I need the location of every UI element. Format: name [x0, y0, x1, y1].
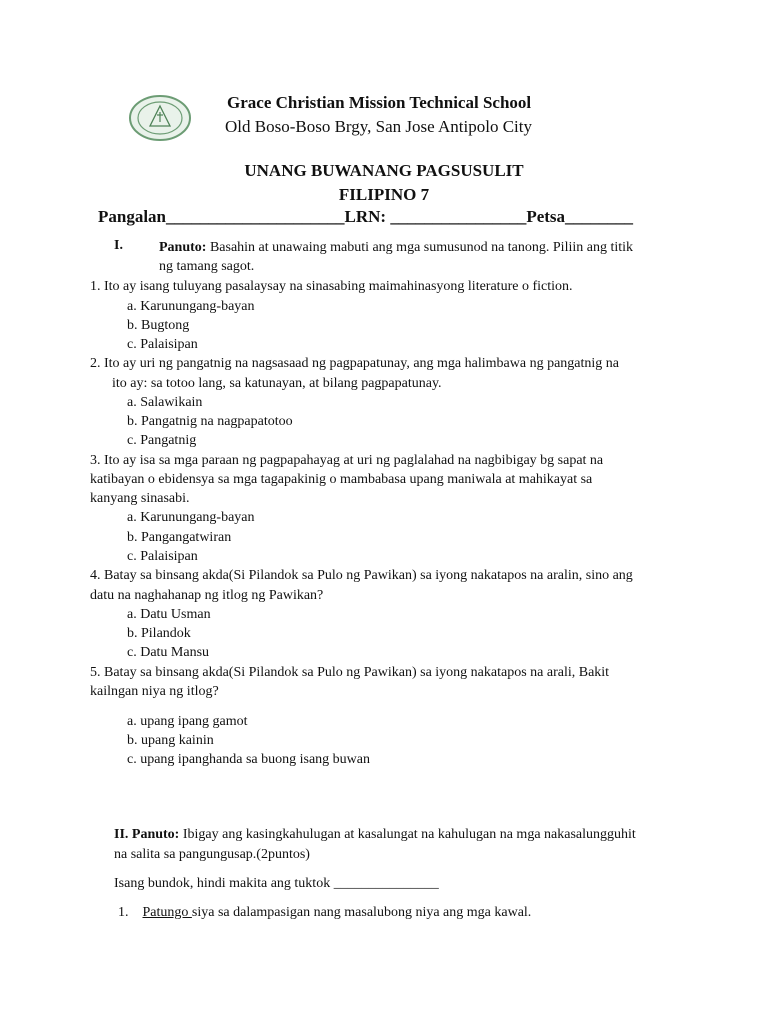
part2-instructions: [114, 825, 694, 865]
question-1-option-b: b. Bugtong: [127, 318, 190, 333]
part1-label: Panuto:: [159, 240, 207, 255]
question-2: 2. Ito ay uri ng pangatnig na nagsasaad ng pagpapatunay, ang mga halimbawa ng pangatnig na: [90, 356, 619, 371]
question-4-line-2: datu na naghahanap ng itlog ng Pawikan?: [90, 588, 324, 603]
question-5-option-c: c. upang ipanghanda sa buong isang buwan: [127, 752, 370, 767]
part2-instruction-text-2: na salita sa pangungusap.(2puntos): [114, 847, 310, 862]
question-3-option-b: b. Pangangatwiran: [127, 530, 232, 545]
question-2-option-b: b. Pangatnig na nagpapatotoo: [127, 414, 293, 429]
question-3-option-c: c. Palaisipan: [127, 549, 198, 564]
part2-item-1-number: 1.: [118, 905, 129, 920]
part1-numeral: I.: [114, 238, 123, 253]
part1-instruction-text-2: ng tamang sagot.: [159, 259, 255, 274]
question-4-option-b: b. Pilandok: [127, 626, 191, 641]
school-name: Grace Christian Mission Technical School: [227, 93, 532, 112]
question-5: 5. Batay sa binsang akda(Si Pilandok sa Pulo ng Pawikan) sa iyong nakatapos na arali, Bakit: [90, 665, 610, 680]
student-info-line: Pangalan_____________________LRN: ________________Petsa________: [98, 207, 634, 226]
school-address: Old Boso-Boso Brgy, San Jose Antipolo City: [225, 117, 532, 136]
question-5-line-2: kailngan niya ng itlog?: [90, 684, 219, 699]
question-2-option-c: c. Pangatnig: [127, 433, 197, 448]
question-3-line-2: katibayan o ebidensya sa mga tagapakinig o mambabasa upang maniwala at mahikayat sa: [90, 472, 593, 487]
part2-label: II. Panuto:: [114, 827, 180, 842]
part2-item-1-text: siya sa dalampasigan nang masalubong niya ang mga kawal.: [191, 905, 532, 920]
question-1-option-c: c. Palaisipan: [127, 337, 198, 352]
part2-instruction-text: Ibigay ang kasingkahulugan at kasalungat na kahulugan na mga nakasalungguhit: [179, 827, 636, 842]
question-5-option-a: a. upang ipang gamot: [127, 714, 248, 729]
part1-instructions: [159, 238, 679, 276]
school-seal-icon: [128, 94, 192, 142]
part2-item-1: [118, 905, 531, 921]
question-3: 3. Ito ay isa sa mga paraan ng pagpapahayag at uri ng paglalahad na nagbibigay bg sapat na: [90, 453, 604, 468]
question-2-line-2: ito ay: sa totoo lang, sa katunayan, at bilang pagpapatunay.: [112, 376, 442, 391]
underlined-word: Patungo: [142, 905, 192, 920]
question-3-line-3: kanyang sinasabi.: [90, 491, 190, 506]
part1-instruction-text: Basahin at unawaing mabuti ang mga sumusunod na tanong. Piliin ang titik: [206, 240, 634, 255]
question-5-option-b: b. upang kainin: [127, 733, 214, 748]
question-4-option-c: c. Datu Mansu: [127, 645, 210, 660]
question-4: 4. Batay sa binsang akda(Si Pilandok sa Pulo ng Pawikan) sa iyong nakatapos na aralin, sino ang: [90, 568, 633, 583]
exam-subject: FILIPINO 7: [338, 185, 430, 204]
question-1-option-a: a. Karunungang-bayan: [127, 299, 255, 314]
question-3-option-a: a. Karunungang-bayan: [127, 510, 255, 525]
part2-example: Isang bundok, hindi makita ang tuktok _______________: [114, 876, 439, 891]
exam-title: UNANG BUWANANG PAGSUSULIT: [244, 161, 524, 180]
question-4-option-a: a. Datu Usman: [127, 607, 211, 622]
question-1: 1. Ito ay isang tuluyang pasalaysay na sinasabing maimahinasyong literature o fiction.: [90, 279, 573, 294]
question-2-option-a: a. Salawikain: [127, 395, 203, 410]
